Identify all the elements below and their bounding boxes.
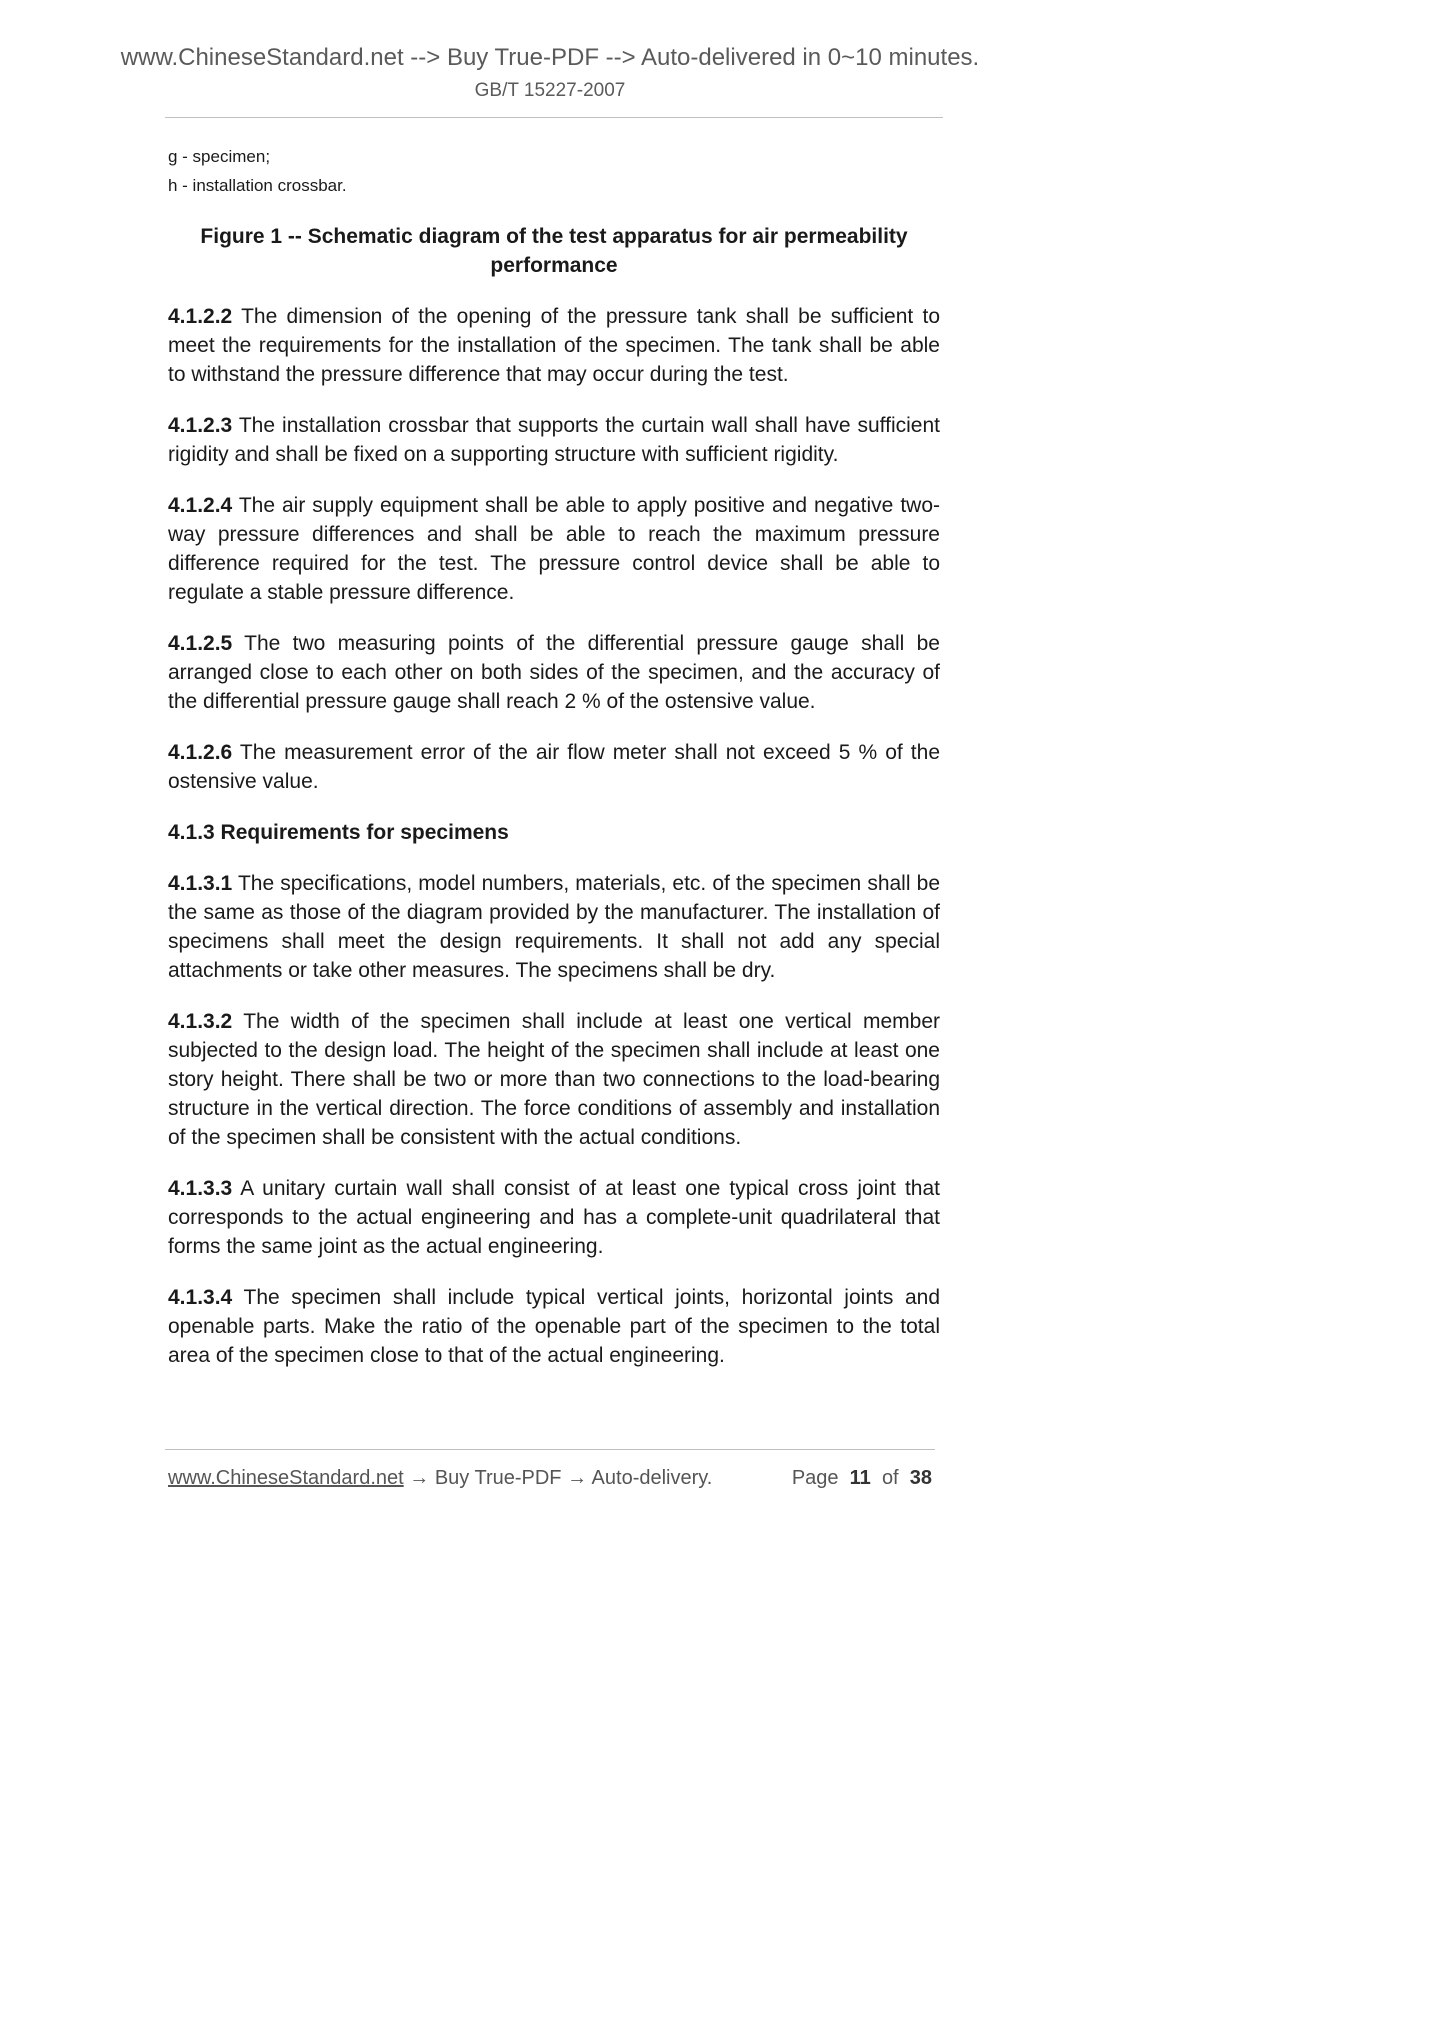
page-indicator [792, 1467, 932, 1490]
clause-number: 4.1.2.3 [168, 414, 233, 437]
clause-4-1-3-2 [168, 1007, 940, 1152]
clause-text: The air supply equipment shall be able to apply positive and negative two-way pressure differences and shall be able to reach the maximum pressure difference required for the test. The pressure control device shall be able to regulate a stable pressure difference. [168, 494, 940, 604]
clause-4-1-3-3 [168, 1174, 940, 1261]
clause-4-1-2-2 [168, 302, 940, 389]
of-label: of [881, 1467, 899, 1489]
page-total: 38 [909, 1467, 932, 1489]
document-body [168, 142, 940, 1370]
clause-4-1-2-6 [168, 738, 940, 796]
clause-text: The dimension of the opening of the pressure tank shall be sufficient to meet the requirements for the installation of the specimen. The tank shall be able to withstand the pressure difference that may occur during the test. [168, 305, 940, 386]
legend-item-g: g - specimen; [168, 147, 271, 166]
figure-caption: Figure 1 -- Schematic diagram of the test apparatus for air permeability performance [200, 225, 908, 277]
section-heading-4-1-3: 4.1.3 Requirements for specimens [168, 821, 509, 844]
page-number: 11 [849, 1467, 871, 1489]
footer-site-link[interactable]: www.ChineseStandard.net [168, 1467, 404, 1489]
clause-4-1-3-1 [168, 869, 940, 985]
clause-text: The specimen shall include typical vertical joints, horizontal joints and openable parts. Make the ratio of the openable part of the specimen to the total area of the specimen close to that of the actual engineering. [168, 1286, 940, 1367]
clause-number: 4.1.3.4 [168, 1286, 233, 1309]
clause-text: The measurement error of the air flow meter shall not exceed 5 % of the ostensive value. [168, 741, 940, 793]
clause-4-1-2-5 [168, 629, 940, 716]
arrow-icon: → [403, 1467, 435, 1489]
clause-4-1-3-4 [168, 1283, 940, 1370]
legend-item-h: h - installation crossbar. [168, 176, 347, 195]
clause-4-1-2-3 [168, 411, 940, 469]
footer-links [168, 1467, 712, 1490]
footer-buy-text: Buy True-PDF [434, 1467, 562, 1489]
page-label: Page [791, 1467, 839, 1489]
clause-number: 4.1.3.1 [168, 872, 233, 895]
clause-number: 4.1.2.5 [168, 632, 233, 655]
header-divider [165, 117, 943, 118]
clause-number: 4.1.2.6 [168, 741, 233, 764]
clause-number: 4.1.2.2 [168, 305, 233, 328]
footer-divider [165, 1449, 935, 1450]
clause-number: 4.1.3.3 [168, 1177, 233, 1200]
arrow-icon: → [561, 1467, 592, 1489]
clause-number: 4.1.2.4 [168, 494, 233, 517]
footer-delivery-text: Auto-delivery. [591, 1467, 713, 1489]
clause-number: 4.1.3.2 [168, 1010, 233, 1033]
clause-text: The width of the specimen shall include at least one vertical member subjected to the design load. The height of the specimen shall include at least one story height. There shall be two or more than two connections to the load-bearing structure in the vertical direction. The force conditions of assembly and installation of the specimen shall be consistent with the actual conditions. [168, 1010, 940, 1149]
clause-text: A unitary curtain wall shall consist of at least one typical cross joint that corresponds to the actual engineering and has a complete-unit quadrilateral that forms the same joint as the actual engineering. [168, 1177, 940, 1258]
clause-4-1-2-4 [168, 491, 940, 607]
clause-text: The specifications, model numbers, materials, etc. of the specimen shall be the same as those of the diagram provided by the manufacturer. The installation of specimens shall meet the design requirements. It shall not add any special attachments or take other measures. The specimens shall be dry. [168, 872, 940, 982]
standard-code: GB/T 15227-2007 [474, 80, 626, 101]
clause-text: The two measuring points of the differential pressure gauge shall be arranged close to each other on both sides of the specimen, and the accuracy of the differential pressure gauge shall reach 2 % of the ostensive value. [168, 632, 940, 713]
top-banner: www.ChineseStandard.net --> Buy True-PDF --> Auto-delivered in 0~10 minutes. [120, 44, 980, 71]
clause-text: The installation crossbar that supports the curtain wall shall have sufficient rigidity and shall be fixed on a supporting structure with sufficient rigidity. [168, 414, 940, 466]
